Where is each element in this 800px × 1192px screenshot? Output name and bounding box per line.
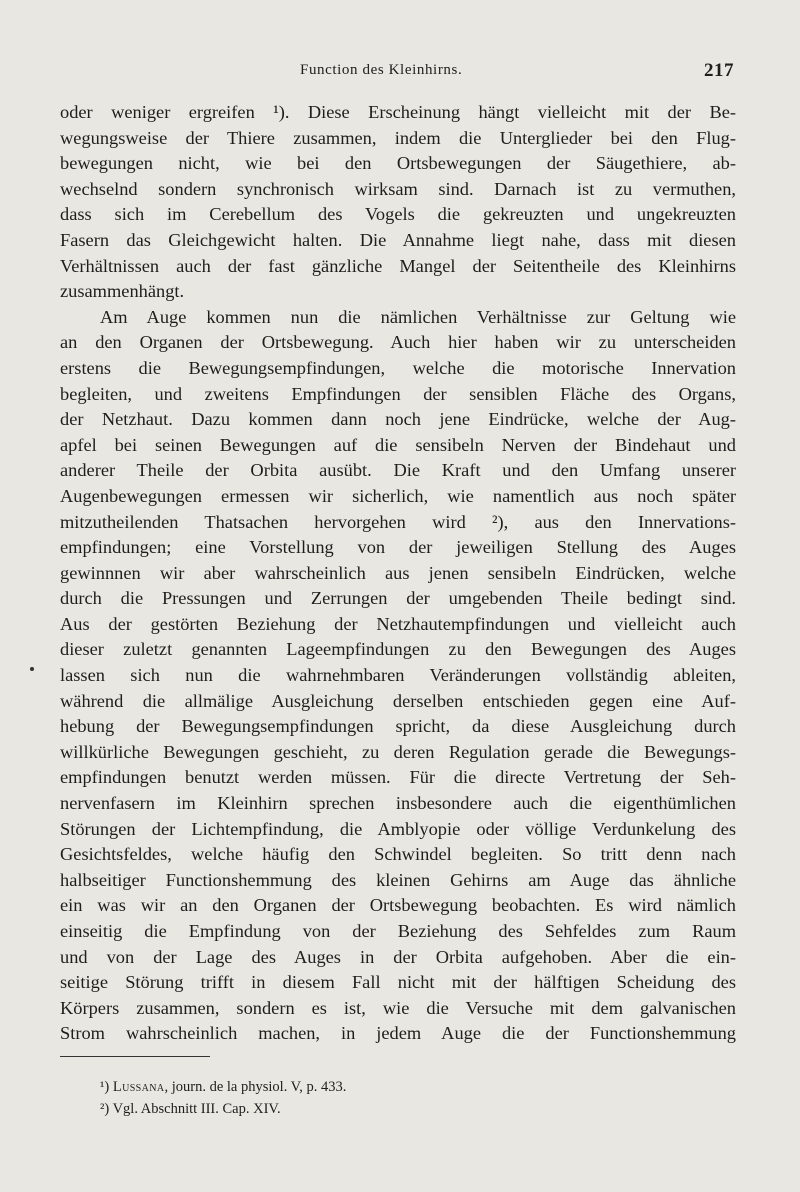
text-line: apfel bei seinen Bewegungen auf die sensibeln Nerven der Bindehaut und (60, 434, 736, 455)
text-line: halbseitiger Functionshemmung des kleinen Gehirns am Auge das ähnliche (60, 869, 736, 890)
text-line: wechselnd sondern synchronisch wirksam sind. Darnach ist zu vermuthen, (60, 178, 736, 199)
text-line: erstens die Bewegungsempfindungen, welche die motorische Innervation (60, 357, 736, 378)
text-line: und von der Lage des Auges in der Orbita aufgehoben. Aber die ein- (60, 946, 736, 967)
text-line: Verhältnissen auch der fast gänzliche Mangel der Seitentheile des Kleinhirns (60, 255, 736, 276)
text-line: seitige Störung trifft in diesem Fall nicht mit der hälftigen Scheidung des (60, 972, 736, 993)
text-line: hebung der Bewegungsempfindungen spricht, da diese Ausgleichung durch (60, 716, 736, 737)
footnote-text: Vgl. Abschnitt III. Cap. XIV. (112, 1101, 281, 1117)
running-title: Function des Kleinhirns. (300, 62, 463, 78)
footnote-marker: ²) (100, 1101, 110, 1117)
text-line: Aus der gestörten Beziehung der Netzhautempfindungen und vielleicht auch (60, 613, 736, 634)
footnote-rule (60, 1056, 210, 1057)
text-line: anderer Theile der Orbita ausübt. Die Kraft und den Umfang unserer (60, 460, 736, 481)
footnote-author: Lussana (112, 1079, 165, 1095)
footnotes (100, 1076, 700, 1120)
text-line: der Netzhaut. Dazu kommen dann noch jene Eindrücke, welche der Aug- (60, 409, 736, 430)
text-line: wegungsweise der Thiere zusammen, indem die Unterglieder bei den Flug- (60, 127, 736, 148)
text-line: lassen sich nun die wahrnehmbaren Veränderungen vollständig ableiten, (60, 665, 736, 686)
text-line: Körpers zusammen, sondern es ist, wie die Versuche mit dem galvanischen (60, 997, 736, 1018)
text-line: Störungen der Lichtempfindung, die Amblyopie oder völlige Verdunkelung des (60, 818, 736, 839)
text-line: empfindungen; eine Vorstellung von der jeweiligen Stellung des Auges (60, 537, 736, 558)
text-line: an den Organen der Ortsbewegung. Auch hier haben wir zu unterscheiden (60, 332, 736, 353)
page-header (60, 60, 736, 84)
text-line: zusammenhängt. (60, 281, 185, 302)
footnote (100, 1098, 700, 1120)
text-line: willkürliche Bewegungen geschieht, zu deren Regulation gerade die Bewegungs- (60, 741, 736, 762)
text-line: empfindungen benutzt werden müssen. Für die directe Vertretung der Seh- (60, 767, 736, 788)
text-line: einseitig die Empfindung von der Beziehung des Sehfeldes zum Raum (60, 921, 736, 941)
text-line: ein was wir an den Organen der Ortsbewegung beobachten. Es wird nämlich (60, 895, 736, 916)
text-line: Am Auge kommen nun die nämlichen Verhältnisse zur Geltung wie (100, 306, 736, 327)
text-line: während die allmälige Ausgleichung derselben entschieden gegen eine Auf- (60, 690, 736, 711)
text-line: oder weniger ergreifen ¹). Diese Erscheinung hängt vielleicht mit der Be- (60, 102, 736, 122)
text-line: Gesichtsfeldes, welche häufig den Schwindel begleiten. So tritt denn nach (60, 844, 736, 865)
text-line: mitzutheilenden Thatsachen hervorgehen wird ²), aus den Innervations- (60, 511, 736, 532)
text-line: dass sich im Cerebellum des Vogels die gekreuzten und ungekreuzten (60, 204, 736, 225)
text-line: Augenbewegungen ermessen wir sicherlich, wie namentlich aus noch später (60, 485, 736, 506)
body-text (60, 100, 736, 1047)
footnote (100, 1076, 700, 1098)
text-line: bewegungen nicht, wie bei den Ortsbewegungen der Säugethiere, ab- (60, 153, 736, 174)
page-number: 217 (704, 60, 734, 81)
footnote-marker: ¹) (100, 1079, 110, 1095)
text-line: durch die Pressungen und Zerrungen der umgebenden Theile bedingt sind. (60, 588, 736, 609)
text-line: begleiten, und zweitens Empfindungen der sensiblen Fläche des Organs, (60, 383, 736, 404)
text-line: Fasern das Gleichgewicht halten. Die Annahme liegt nahe, dass mit diesen (60, 229, 736, 250)
text-line: Strom wahrscheinlich machen, in jedem Auge die der Functionshemmung (60, 1023, 736, 1044)
text-line: nervenfasern im Kleinhirn sprechen insbesondere auch die eigenthümlichen (60, 793, 736, 814)
text-line: dieser zuletzt genannten Lageempfindungen zu den Bewegungen des Auges (60, 639, 736, 660)
text-line: gewinnnen wir aber wahrscheinlich aus jenen sensibeln Eindrücken, welche (60, 562, 736, 583)
footnote-text: , journ. de la physiol. V, p. 433. (164, 1079, 347, 1095)
margin-mark (30, 667, 34, 671)
